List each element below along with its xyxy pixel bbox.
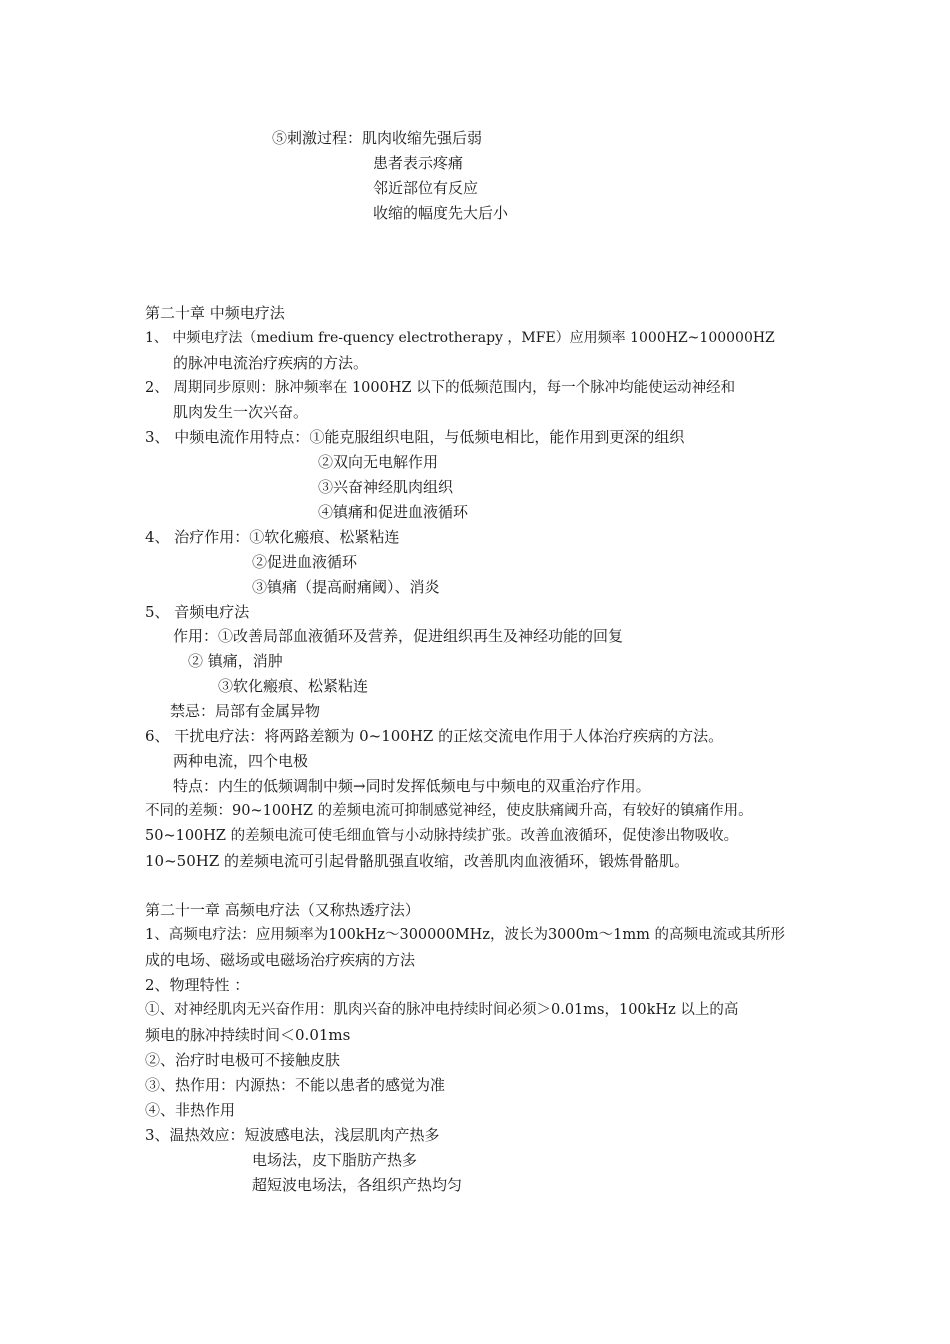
ch21-item-1: 1、高频电疗法：应用频率为100kHz～300000MHz，波长为3000m～1mm 的高频电流或其所形 xyxy=(145,927,785,943)
ch20-item-4-sub: ②促进血液循环 xyxy=(252,553,358,571)
ch21-property-cont: 频电的脉冲持续时间＜0.01ms xyxy=(145,1026,351,1044)
ch20-item-6-sub: 两种电流，四个电极 xyxy=(173,752,309,770)
ch20-item-5-effects: 作用：①改善局部血液循环及营养，促进组织再生及神经功能的回复 xyxy=(173,627,624,645)
ch20-item-2-cont: 肌肉发生一次兴奋。 xyxy=(173,403,309,421)
ch21-property: ①、对神经肌肉无兴奋作用：肌肉兴奋的脉冲电持续时间必须＞0.01ms，100kHz 以上的高 xyxy=(145,1002,739,1018)
stimulation-title: ⑤刺激过程：肌肉收缩先强后弱 xyxy=(272,129,483,147)
chapter-21-heading: 第二十一章 高频电疗法（又称热透疗法） xyxy=(145,901,420,919)
ch20-diff-frequency: 50~100HZ 的差频电流可使毛细血管与小动脉持续扩张。改善血液循环，促使渗出物吸收。 xyxy=(145,828,739,844)
stimulation-item: 收缩的幅度先大后小 xyxy=(373,204,509,222)
ch20-item-4-sub: ③镇痛（提高耐痛阈）、消炎 xyxy=(252,578,440,596)
ch21-property: ②、治疗时电极可不接触皮肤 xyxy=(145,1051,341,1069)
ch20-item-4: 4、 治疗作用：①软化瘢痕、松紧粘连 xyxy=(145,528,400,546)
ch20-item-3-sub: ③兴奋神经肌肉组织 xyxy=(318,478,454,496)
ch20-item-2: 2、 周期同步原则：脉冲频率在 1000HZ 以下的低频范围内，每一个脉冲均能使运动神经和 xyxy=(145,380,736,396)
stimulation-item: 邻近部位有反应 xyxy=(373,179,479,197)
ch21-item-3: 3、温热效应：短波感电法，浅层肌肉产热多 xyxy=(145,1126,440,1144)
ch21-property: ④、非热作用 xyxy=(145,1101,236,1119)
ch20-item-6-features: 特点：内生的低频调制中频→同时发挥低频电与中频电的双重治疗作用。 xyxy=(173,777,651,795)
ch20-item-5-contraindication: 禁忌：局部有金属异物 xyxy=(170,702,321,720)
ch21-item-1-cont: 成的电场、磁场或电磁场治疗疾病的方法 xyxy=(145,951,416,969)
ch21-item-3-sub: 电场法，皮下脂肪产热多 xyxy=(252,1151,418,1169)
ch21-property: ③、热作用：内源热：不能以患者的感觉为准 xyxy=(145,1076,446,1094)
ch20-item-5: 5、 音频电疗法 xyxy=(145,603,250,621)
ch20-item-1: 1、 中频电疗法（medium fre-quency electrotherapy ，MFE）应用频率 1000HZ~100000HZ xyxy=(145,330,775,346)
chapter-20-heading: 第二十章 中频电疗法 xyxy=(145,304,285,322)
ch20-diff-frequency: 10~50HZ 的差频电流可引起骨骼肌强直收缩，改善肌肉血液循环，锻炼骨骼肌。 xyxy=(145,852,690,870)
ch21-item-3-sub: 超短波电场法，各组织产热均匀 xyxy=(252,1176,463,1194)
ch21-item-2: 2、物理特性 ： xyxy=(145,976,250,994)
ch20-diff-frequency: 不同的差频：90~100HZ 的差频电流可抑制感觉神经，使皮肤痛阈升高，有较好的镇痛作用。 xyxy=(145,803,753,819)
ch20-item-3-sub: ②双向无电解作用 xyxy=(318,453,439,471)
ch20-item-1-cont: 的脉冲电流治疗疾病的方法。 xyxy=(173,354,369,372)
ch20-item-5-sub: ② 镇痛，消肿 xyxy=(188,652,283,670)
stimulation-item: 患者表示疼痛 xyxy=(373,154,464,172)
ch20-item-5-sub: ③软化瘢痕、松紧粘连 xyxy=(218,677,369,695)
ch20-item-3-sub: ④镇痛和促进血液循环 xyxy=(318,503,469,521)
ch20-item-3: 3、 中频电流作用特点：①能克服组织电阻，与低频电相比，能作用到更深的组织 xyxy=(145,428,685,446)
ch20-item-6: 6、 干扰电疗法：将两路差额为 0~100HZ 的正炫交流电作用于人体治疗疾病的方法。 xyxy=(145,727,724,745)
